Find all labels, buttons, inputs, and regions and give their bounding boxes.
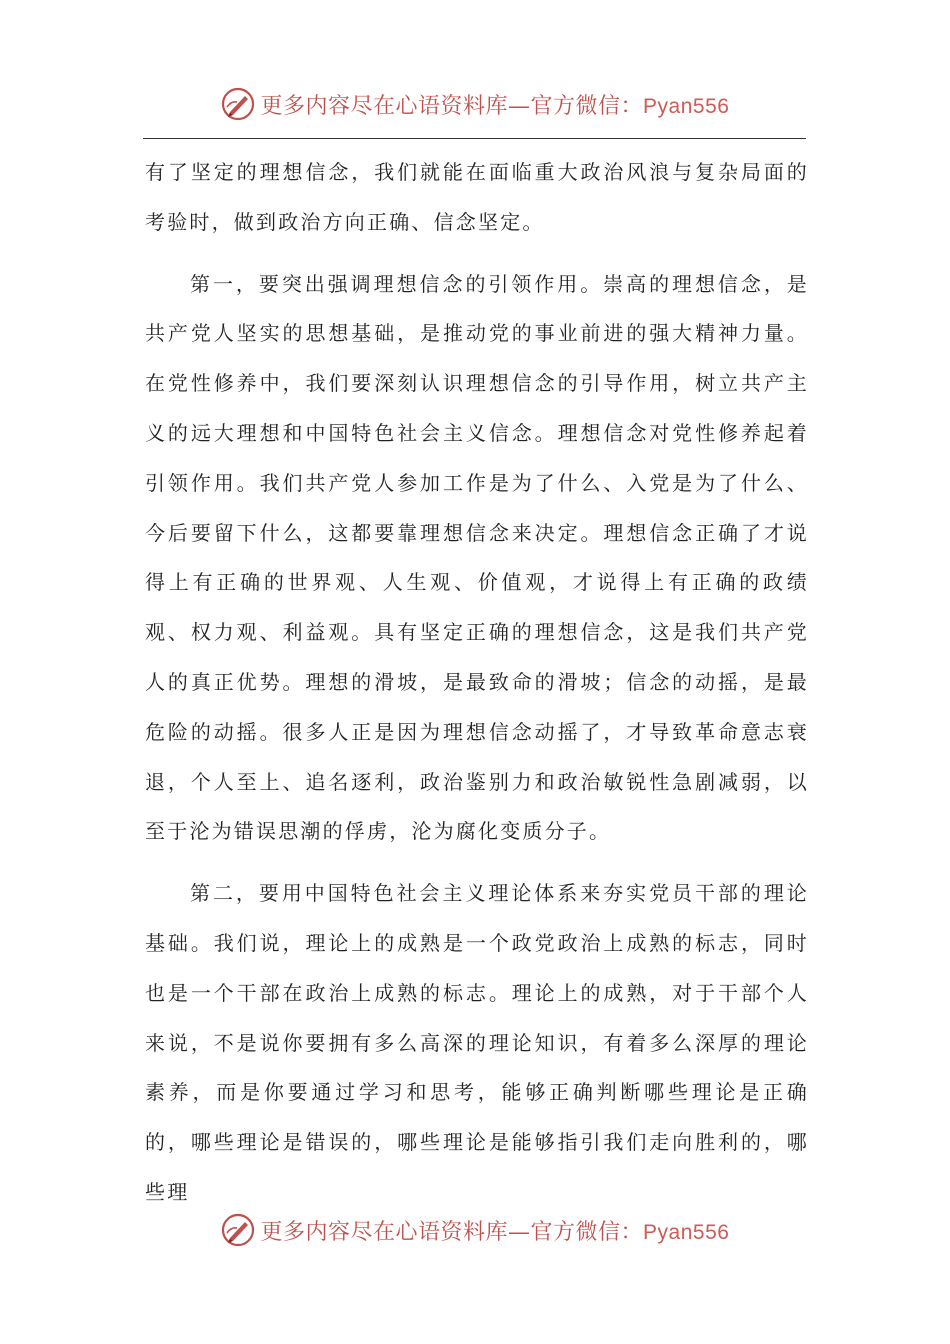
pen-seal-icon: [221, 1213, 255, 1247]
paragraph-second-point: 第二，要用中国特色社会主义理论体系来夯实党员干部的理论基础。我们说，理论上的成熟是一个政党政治上成熟的标志，同时也是一个干部在政治上成熟的标志。理论上的成熟，对于干部个人来说，不是说你要拥有多么高深的理论知识，有着多么深厚的理论素养，而是你要通过学习和思考，能够正确判断哪些理论是正确的，哪些理论是错误的，哪些理论是能够指引我们走向胜利的，哪些理: [145, 881, 809, 1204]
footer-wechat-id: Pyan556: [643, 1220, 730, 1244]
footer-banner: [0, 1208, 950, 1252]
header-divider: [143, 138, 806, 139]
header-banner-label: 更多内容尽在心语资料库—官方微信：: [260, 93, 644, 119]
header-banner-text: [261, 89, 730, 120]
paragraph-first-point: 第一，要突出强调理想信念的引领作用。崇高的理想信念，是共产党人坚实的思想基础，是推动党的事业前进的强大精神力量。在党性修养中，我们要深刻认识理想信念的引导作用，树立共产主义的远大理想和中国特色社会主义信念。理想信念对党性修养起着引领作用。我们共产党人参加工作是为了什么、入党是为了什么、今后要留下什么，这都要靠理想信念来决定。理想信念正确了才说得上有正确的世界观、人生观、价值观，才说得上有正确的政绩观、权力观、利益观。具有坚定正确的理想信念，这是我们共产党人的真正优势。理想的滑坡，是最致命的滑坡；信念的动摇，是最危险的动摇。很多人正是因为理想信念动摇了，才导致革命意志衰退，个人至上、追名逐利，政治鉴别力和政治敏锐性急剧减弱，以至于沦为错误思潮的俘虏，沦为腐化变质分子。: [145, 271, 809, 844]
header-wechat-id: Pyan556: [643, 94, 730, 118]
paragraph-continuation: 有了坚定的理想信念，我们就能在面临重大政治风浪与复杂局面的考验时，做到政治方向正确、信念坚定。: [145, 160, 809, 234]
pen-seal-icon: [221, 87, 255, 121]
header-banner: [0, 82, 950, 126]
footer-banner-text: [261, 1215, 730, 1246]
footer-banner-label: 更多内容尽在心语资料库—官方微信：: [260, 1219, 644, 1245]
document-body: [145, 148, 809, 1218]
